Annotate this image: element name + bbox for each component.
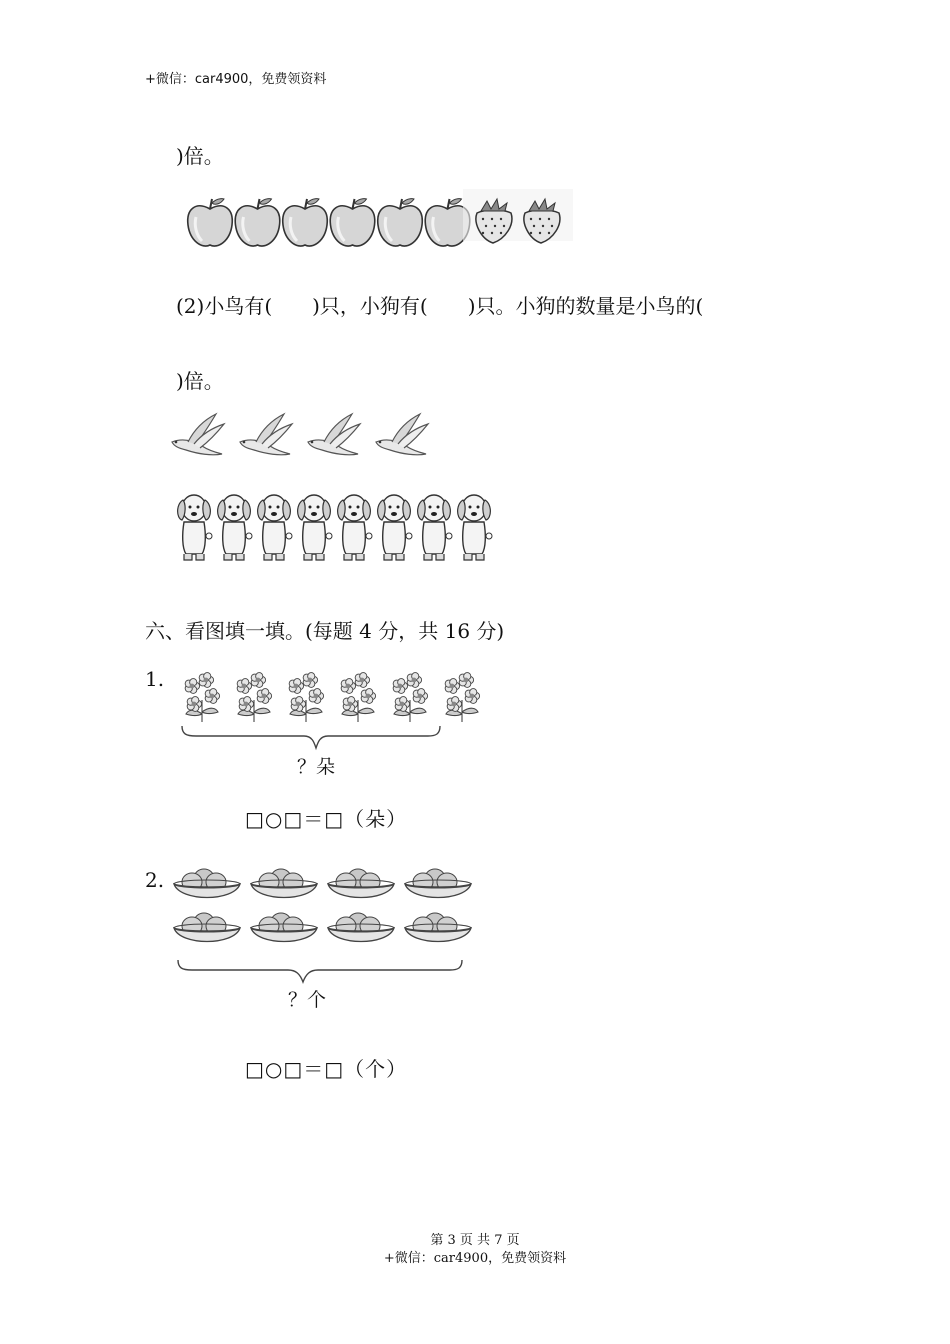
fruit-bowl-icon xyxy=(251,869,317,898)
apple-icon xyxy=(235,199,280,246)
dog-icon xyxy=(298,495,332,560)
flower-icon xyxy=(237,673,271,722)
header-watermark: +微信：car4900，免费领资料 xyxy=(145,72,327,87)
flower-icon xyxy=(289,673,323,722)
flower-icon xyxy=(341,673,375,722)
fruit-bowl-icon xyxy=(405,869,471,898)
brace-line xyxy=(178,960,462,982)
apple-icon xyxy=(330,199,375,246)
bird-icon xyxy=(308,414,360,455)
section-6-title: 六、看图填一填。(每题 4 分，共 16 分) xyxy=(145,619,505,643)
fruit-bowl-icon xyxy=(174,869,240,898)
page-number: 第 3 页 共 7 页 xyxy=(430,1233,520,1248)
bird-icon xyxy=(240,414,292,455)
fruit-bowl-icon xyxy=(405,913,471,942)
dogs-image xyxy=(176,490,506,562)
dog-icon xyxy=(378,495,412,560)
apple-icon xyxy=(283,199,328,246)
brace-line xyxy=(182,726,440,748)
flower-icon xyxy=(185,673,219,722)
apple-icon xyxy=(378,199,423,246)
item-2-brace-label: ？个 xyxy=(288,989,327,1011)
fruit-bowl-icon xyxy=(251,913,317,942)
bird-icon xyxy=(376,414,428,455)
item-2-equation: □○□＝□（个） xyxy=(245,1057,408,1081)
fruit-bowl-icon xyxy=(328,913,394,942)
item-2-number: 2. xyxy=(145,868,165,892)
dog-icon xyxy=(418,495,452,560)
item-1-number: 1. xyxy=(145,667,165,691)
fruit-row-image xyxy=(186,195,576,250)
bowls-image xyxy=(172,864,482,984)
flower-icon xyxy=(393,673,427,722)
item-1-brace-label: ？朵 xyxy=(297,756,336,778)
apple-icon xyxy=(188,199,233,246)
fruit-bowl-icon xyxy=(328,869,394,898)
footer-watermark: +微信：car4900，免费领资料 xyxy=(383,1251,567,1266)
question-2-tail: )倍。 xyxy=(176,369,224,393)
birds-image xyxy=(168,412,438,462)
dog-icon xyxy=(258,495,292,560)
bird-icon xyxy=(172,414,224,455)
flower-icon xyxy=(445,673,479,722)
apple-strawberry-picture xyxy=(186,195,576,254)
dogs-picture xyxy=(176,490,506,566)
dog-icon xyxy=(178,495,212,560)
item-1-equation: □○□＝□（朵） xyxy=(245,807,408,831)
flowers-image xyxy=(172,672,482,752)
question-tail-text: )倍。 xyxy=(176,144,224,168)
birds-picture xyxy=(168,412,438,466)
dog-icon xyxy=(458,495,492,560)
question-2-line: (2)小鸟有( )只，小狗有( )只。小狗的数量是小鸟的( xyxy=(176,294,704,318)
dog-icon xyxy=(338,495,372,560)
bowls-picture xyxy=(172,864,482,988)
dog-icon xyxy=(218,495,252,560)
flowers-picture xyxy=(172,672,482,756)
fruit-bowl-icon xyxy=(174,913,240,942)
